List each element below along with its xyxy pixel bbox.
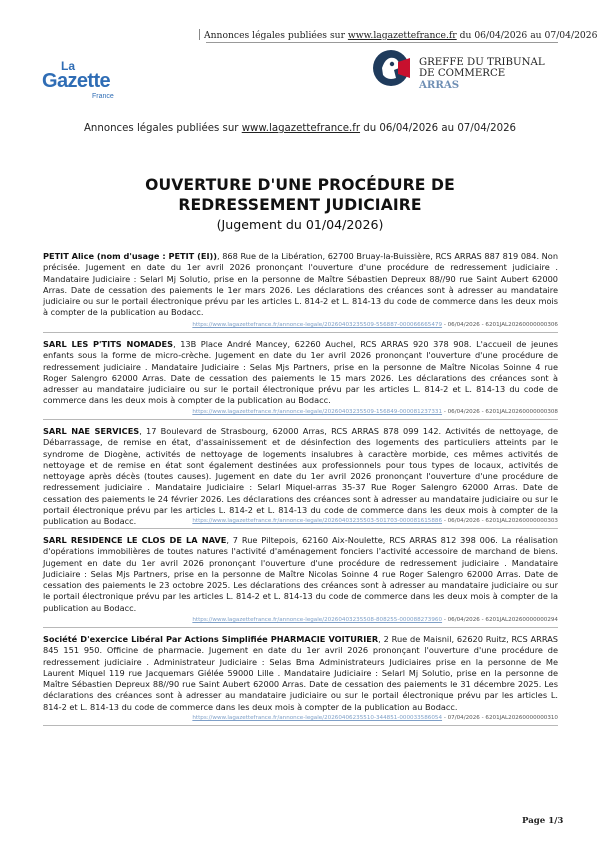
subtitle-site-link[interactable]: www.lagazettefrance.fr xyxy=(241,123,361,134)
page-title: OUVERTURE D'UNE PROCÉDURE DE REDRESSEMENT JUDICIAIRE xyxy=(145,176,455,214)
strip-site-link[interactable]: www.lagazettefrance.fr xyxy=(347,30,457,41)
announcement-footer xyxy=(140,518,558,524)
announcement-footer xyxy=(140,715,558,721)
greffe-city: ARRAS xyxy=(419,78,460,91)
announcement-ref: - 06/04/2026 - 6201JAL20260000000303 xyxy=(442,518,558,524)
announcement-link[interactable]: https://www.lagazettefrance.fr/annonce-legale/20260403235503-501703-000081615886 xyxy=(192,518,443,524)
strip-suffix: du 06/04/2026 au 07/04/2026 xyxy=(456,30,598,41)
announcement-link[interactable]: https://www.lagazettefrance.fr/annonce-legale/20260403235508-808255-000088273960 xyxy=(192,617,443,623)
announcement-name: SARL LES P'TITS NOMADES xyxy=(43,339,174,349)
la-gazette-logo xyxy=(42,58,122,102)
announcement-body: , 868 Rue de la Libération, 62700 Bruay-la-Buissière, RCS ARRAS 887 819 084. Non précisée. Jugement en date du 1er avril 2026 prononçant l'ouverture d'une procédure de redressement judiciaire . Mandataire Judiciaire : Selarl Mj Solutio, prise en la personne de Maître Sébastien Depreux 88//90 rue Saint Aubert 62000 Arras. Date de cessation des paiements le 1er mars 2026. Les déclarations des créances sont à adresser au mandataire judiciaire ou sur le portail électronique prévu par les articles L. 814-2 et L. 814-13 du code de commerce dans les deux mois à compter de la publication au Bodacc. xyxy=(43,251,559,318)
subtitle-prefix: Annonces légales publiées sur xyxy=(83,123,242,134)
announcement-5 xyxy=(43,634,558,713)
greffe-line-1: GREFFE DU TRIBUNAL xyxy=(419,57,545,68)
announcement-footer xyxy=(140,322,558,328)
announcement-name: SARL NAE SERVICES xyxy=(43,426,140,436)
logo-france-text: France xyxy=(92,93,114,100)
announcement-ref: - 06/04/2026 - 6201JAL20260000000306 xyxy=(442,322,558,328)
announcement-link[interactable]: https://www.lagazettefrance.fr/annonce-legale/20260406235510-344851-000033586054 xyxy=(192,715,443,721)
announcement-4 xyxy=(43,535,558,614)
announcement-name: SARL RESIDENCE LE CLOS DE LA NAVE xyxy=(43,535,227,545)
announcement-divider xyxy=(43,528,558,529)
logo-la-text: La xyxy=(61,59,76,73)
publication-subtitle xyxy=(0,123,600,134)
announcement-divider xyxy=(43,725,558,726)
marianne-seal-icon xyxy=(370,48,412,88)
announcement-footer xyxy=(140,409,558,415)
page-number: Page 1/3 xyxy=(522,816,564,826)
announcement-footer xyxy=(140,617,558,623)
announcement-divider xyxy=(43,627,558,628)
announcement-ref: - 06/04/2026 - 6201JAL20260000000308 xyxy=(442,409,558,415)
greffe-line-2: DE COMMERCE xyxy=(419,68,506,80)
announcement-ref: - 07/04/2026 - 6201JAL20260000000310 xyxy=(442,715,558,721)
announcement-body: , 13B Place André Mancey, 62260 Auchel, RCS ARRAS 920 378 908. L'accueil de jeunes enfants sous la forme de micro-crèche. Jugement en date du 1er avril 2026 prononçant l'ouverture d'une procédure de redressement judiciaire . Mandataire Judiciaire : Selas Mjs Partners, prise en la personne de Maître Nicolas Soinne 4 rue Roger Salengro 62000 Arras. Date de cessation des paiements le 15 mars 2026. Les déclarations des créances sont à adresser au mandataire judiciaire ou sur le portail électronique prévu par les articles L. 814-2 et L. 814-13 du code de commerce dans les deux mois à compter de la publication au Bodacc. xyxy=(43,339,559,406)
greffe-title xyxy=(419,57,545,91)
announcement-divider xyxy=(43,332,558,333)
strip-divider xyxy=(199,29,200,40)
announcement-body: , 7 Rue Piltepois, 62160 Aix-Noulette, RCS ARRAS 812 398 006. La réalisation d'opérations immobilières de toutes natures l'activité d'aménagement fonciers l'activité accessoire de marchand de biens. Jugement en date du 1er avril 2026 prononçant l'ouverture d'une procédure de redressement judiciaire . Mandataire Judiciaire : Selas Mjs Partners, prise en la personne de Maître Nicolas Soinne 4 rue Roger Salengro 62000 Arras. Date de cessation des paiements le 23 octobre 2025. Les déclarations des créances sont à adresser au mandataire judiciaire ou sur le portail électronique prévu par les articles L. 814-2 et L. 814-13 du code de commerce dans les deux mois à compter de la publication au Bodacc. xyxy=(43,535,558,613)
header-rule xyxy=(206,42,558,43)
header-publication-strip xyxy=(199,29,597,41)
announcement-body: , 2 Rue de Maisnil, 62620 Ruitz, RCS ARRAS 845 151 950. Officine de pharmacie. Jugement en date du 1er avril 2026 prononçant l'ouverture d'une procédure de redressement judiciaire . Administrateur Judiciaire : Selas Bma Administrateurs Judiciaires prise en la personne de Me Laurent Miquel 119 rue Jacquemars Giélée 59000 Lille . Mandataire Judiciaire : Selarl Mj Solutio, prise en la personne de Maître Sébastien Depreux 88//90 rue Saint Aubert 62000 Arras. Date de cessation des paiements le 31 décembre 2025. Les déclarations des créances sont à adresser au mandataire judiciaire ou sur le portail électronique prévu par les articles L. 814-2 et L. 814-13 du code de commerce dans les deux mois à compter de la publication au Bodacc. xyxy=(43,634,558,712)
announcement-divider xyxy=(43,419,558,420)
subtitle-suffix: du 06/04/2026 au 07/04/2026 xyxy=(360,123,517,134)
announcement-2 xyxy=(43,339,558,407)
judgment-date: (Jugement du 01/04/2026) xyxy=(216,217,384,232)
announcement-link[interactable]: https://www.lagazettefrance.fr/annonce-legale/20260403235509-556887-000066665479 xyxy=(192,322,443,328)
announcement-ref: - 06/04/2026 - 6201JAL20260000000294 xyxy=(442,617,558,623)
announcement-name: Société D'exercice Libéral Par Actions Simplifiée PHARMACIE VOITURIER xyxy=(43,634,379,644)
logo-gazette-text: Gazette xyxy=(42,70,111,92)
announcement-name: PETIT Alice (nom d'usage : PETIT (EI)) xyxy=(43,251,217,261)
announcement-body: , 17 Boulevard de Strasbourg, 62000 Arras, RCS ARRAS 878 099 142. Activités de nettoyage, de Débarrassage, de remise en état, d'assainissement et de désinfection des logements des particuliers atteints par le syndrome de Diogène, activités de nettoyage de logements insalubres à caractère morbide, ces mêmes activités de nettoyage et de remise en état sont également destinées aux professionnels pour tous types de locaux, activités de nettoyage après décès (toutes causes). Jugement en date du 1er avril 2026 prononçant l'ouverture d'une procédure de redressement judiciaire . Mandataire Judiciaire : Selarl Miquel-arras 35-37 Rue Roger Salengro 62000 Arras. Date de cessation des paiements le 24 février 2026. Les déclarations des créances sont à adresser au mandataire judiciaire ou sur le portail électronique prévu par les articles L. 814-2 et L. 814-13 du code de commerce dans les deux mois à compter de la publication au Bodacc. xyxy=(43,426,558,527)
strip-prefix: Annonces légales publiées sur xyxy=(204,30,348,41)
announcement-3 xyxy=(43,426,558,528)
announcement-link[interactable]: https://www.lagazettefrance.fr/annonce-legale/20260403235509-156849-000081237331 xyxy=(192,409,443,415)
announcement-1 xyxy=(43,251,558,319)
